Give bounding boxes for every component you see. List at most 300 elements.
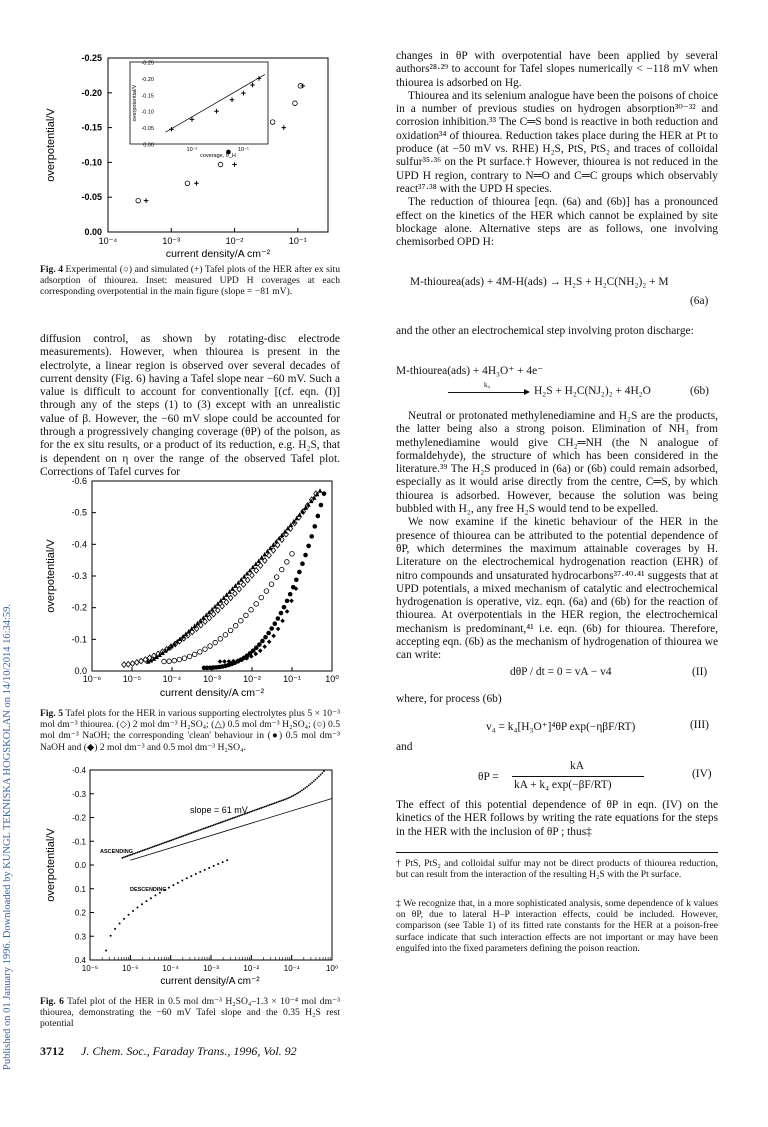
right-paragraph-4-block <box>396 325 718 338</box>
ascending-point <box>145 848 147 850</box>
series-2-point <box>172 658 177 663</box>
ascending-point <box>209 825 211 827</box>
series-0-point <box>228 595 233 601</box>
ascending-point <box>121 857 123 859</box>
equation-6b-arrow <box>448 392 526 393</box>
ascending-point <box>293 795 295 797</box>
right-paragraph-2: Thiourea and its selenium analogue have been the poisons of choice in a number of previous studies on hydrogen absorption³⁰⁻³² and corrosion inhibition.³³ The C═S bond is reactive in both reduction and oxidation³⁴ of thiourea. Reduction takes place during the HER at Pt to produce (at −50 mV vs. RHE) H₂S, PtS, PtS₂ and traces of colloidal sulfur³⁵·³⁶ on the Pt surface.† However, thiourea is not reduced in the UPD H region, contrary to N═O and C═C groups which observably react³⁷·³⁸ with the UPD H species. <box>396 89 718 195</box>
series-3-point <box>276 616 281 621</box>
y-tick-label: -0.2 <box>71 602 87 613</box>
figure-5 <box>40 475 340 707</box>
equation-IV-fraction-bar <box>512 776 644 777</box>
simulated-point <box>232 162 237 167</box>
ascending-point <box>181 836 183 838</box>
experimental-point <box>293 101 298 106</box>
series-4-point <box>222 659 227 664</box>
ascending-point <box>213 824 215 826</box>
ascending-point <box>148 847 150 849</box>
y-tick-label: -0.20 <box>81 87 102 98</box>
ascending-point <box>196 830 198 832</box>
ascending-point <box>123 856 125 858</box>
series-3-point <box>279 611 284 616</box>
series-3-point <box>266 631 271 636</box>
ascending-point <box>226 819 228 821</box>
fig5-caption-label: Fig. 5 <box>40 708 63 719</box>
right-paragraph-7: The effect of this potential dependence of θP in eqn. (IV) on the kinetics of the HER follows by writing the rate equations for the steps in the HER with the inclusion of θP ; thus‡ <box>396 799 718 838</box>
ascending-point <box>135 852 137 854</box>
y-axis-label: overpotential/V <box>45 828 57 902</box>
series-3-point <box>257 642 262 647</box>
ascending-point <box>233 817 235 819</box>
y-tick-label: -0.5 <box>71 507 87 518</box>
inset-y-tick-label: -0.05 <box>141 126 154 133</box>
descending-point <box>123 918 125 920</box>
equation-6b-rate-constant: k₄ <box>484 381 490 389</box>
series-2-point <box>228 628 233 633</box>
ascending-point <box>303 788 305 790</box>
inset-y-tick-label: 0.00 <box>143 142 154 149</box>
ascending-point <box>284 799 286 801</box>
series-3-point <box>312 524 317 529</box>
x-tick-label: 10⁻¹ <box>283 964 300 973</box>
ascending-point <box>152 846 154 848</box>
ascending-point <box>208 826 210 828</box>
ascending-point <box>298 792 300 794</box>
ascending-point <box>157 844 159 846</box>
ascending-point <box>311 782 313 784</box>
equation-IV-numerator: kA <box>570 760 584 772</box>
ascending-point <box>306 786 308 788</box>
descending-point <box>208 867 210 869</box>
series-2-point <box>259 595 264 600</box>
ascending-point <box>225 820 227 822</box>
y-tick-label: 0.3 <box>74 932 86 942</box>
x-tick-label: 10⁻¹ <box>283 674 301 684</box>
equation-IV-lhs: θP = <box>478 771 499 783</box>
ascending-point <box>125 856 127 858</box>
ascending-point <box>296 793 298 795</box>
equation-6b-line2: H₂S + H₂C(NJ₂)₂ + 4H₂O <box>534 385 651 397</box>
equation-IV-denominator: kA + k₄ exp(−βF/RT) <box>514 779 612 791</box>
series-2-point <box>274 575 279 580</box>
series-3-point <box>322 491 327 496</box>
series-3-point <box>269 626 274 631</box>
series-0-point <box>220 603 225 609</box>
ascending-point <box>232 817 234 819</box>
descending-point <box>186 877 188 879</box>
ascending-point <box>143 849 145 851</box>
x-tick-label: 10⁻⁶ <box>81 964 99 973</box>
series-2-point <box>192 652 197 657</box>
ascending-point <box>194 831 196 833</box>
and-text: and <box>396 741 413 753</box>
ascending-point <box>323 770 325 772</box>
ascending-point <box>198 830 200 832</box>
footnote-1: † PtS, PtS₂ and colloidal sulfur may not be direct products of thiourea reduction, but can result from the interaction of the resulting H₂S with the Pt surface. <box>396 858 718 881</box>
ascending-point <box>204 827 206 829</box>
x-tick-label: 10⁻⁵ <box>122 964 139 973</box>
x-tick-label: 10⁰ <box>325 674 339 684</box>
series-2-point <box>244 613 249 618</box>
series-4-point <box>285 609 290 614</box>
series-2-point <box>279 567 284 572</box>
equation-6b-line1: M-thiourea(ads) + 4H₃O⁺ + 4e⁻ <box>396 365 544 377</box>
descending-point <box>217 863 219 865</box>
series-0-point <box>250 572 255 578</box>
series-3-point <box>282 605 287 610</box>
ascending-point <box>201 828 203 830</box>
x-axis-label: current density/A cm⁻² <box>160 976 260 987</box>
series-3-point <box>288 592 293 597</box>
series-4-point <box>267 639 272 644</box>
series-2-point <box>187 654 192 659</box>
series-2-point <box>162 659 167 664</box>
series-3-point <box>319 503 324 508</box>
fig5-caption <box>40 708 340 753</box>
y-tick-label: 0.0 <box>74 666 87 676</box>
y-tick-label: 0.00 <box>84 227 102 237</box>
fig4-caption <box>40 264 340 298</box>
y-tick-label: 0.1 <box>74 884 86 894</box>
ascending-point <box>272 803 274 805</box>
x-tick-label: 10⁻⁶ <box>82 674 102 684</box>
descending-point <box>213 865 215 867</box>
right-column-bottom <box>396 799 718 839</box>
descending-point <box>226 859 228 861</box>
series-0-point <box>130 661 135 667</box>
descending-point <box>137 907 139 909</box>
right-column-middle <box>396 410 718 663</box>
ascending-point <box>279 800 281 802</box>
y-tick-label: -0.4 <box>71 539 87 550</box>
experimental-point <box>218 162 223 167</box>
series-0-point <box>135 660 140 666</box>
series-4-point <box>271 634 276 639</box>
series-3-point <box>300 561 305 566</box>
series-2-point <box>239 618 244 623</box>
footer <box>40 1044 297 1059</box>
x-axis-label: current density/A cm⁻² <box>165 248 271 260</box>
series-2-point <box>285 560 290 565</box>
ascending-point <box>259 808 261 810</box>
footnote-2: ‡ We recognize that, in a more sophisticated analysis, some dependence of k values on θP, due to lateral H–P interaction effects, could be included. However, comparison (see Table 1) of its fitted rate constants for the HER at a poison-free surface indicate that such interaction effects are not important or may have been engulfed into the fixed parameters defining the poison reaction. <box>396 898 718 954</box>
series-4-point <box>280 619 285 624</box>
series-3-point <box>303 553 308 558</box>
ascending-point <box>291 796 293 798</box>
series-4-point <box>289 598 294 603</box>
series-3-point <box>306 544 311 549</box>
ascending-point <box>138 851 140 853</box>
series-3-point <box>272 621 277 626</box>
x-tick-label: 10⁻¹ <box>288 236 307 246</box>
ascending-point <box>184 834 186 836</box>
ascending-point <box>220 822 222 824</box>
ascending-point <box>203 828 205 830</box>
y-tick-label: -0.6 <box>71 476 87 486</box>
ascending-point <box>294 794 296 796</box>
x-tick-label: 10⁰ <box>325 964 339 973</box>
series-3-point <box>297 570 302 575</box>
descending-point <box>199 871 201 873</box>
descending-point <box>168 887 170 889</box>
fig6-caption-text: Tafel plot of the HER in 0.5 mol dm⁻³ H₂SO₄–1.3 × 10⁻⁴ mol dm⁻³ thiourea, demonstrating the −60 mV Tafel slope and the 0.35 H₂S rest potential <box>40 996 341 1030</box>
left-paragraph: diffusion control, as shown by rotating-disc electrode measurements). However, when thiourea is present in the electrolyte, a linear region is observed over several decades of current density (Fig. 6) having a Tafel slope near −60 mV. Such a value is difficult to account for conventionally [(cf. eqn. (I)] through any of the steps (1) to (3) except with an unrealistic value of β. However, the −60 mV slope could be accounted for through a progressively changing coverage (θP) of the poison, as for the ex situ results, or a product of its reduction, e.g. H₂S, that is dependent on η over the range of the observed Tafel plot. Corrections of Tafel curves for <box>40 333 340 478</box>
experimental-point <box>136 198 141 203</box>
ascending-point <box>250 811 252 813</box>
x-tick-label: 10⁻⁴ <box>98 236 118 246</box>
y-tick-label: -0.2 <box>72 813 86 823</box>
series-0-point <box>126 661 131 667</box>
ascending-point <box>274 802 276 804</box>
x-tick-label: 10⁻³ <box>203 964 219 973</box>
descending-point <box>119 923 121 925</box>
x-tick-label: 10⁻² <box>225 236 244 246</box>
y-tick-label: -0.1 <box>71 634 87 645</box>
descending-point <box>132 910 134 912</box>
ascending-point <box>254 809 256 811</box>
ascending-point <box>218 822 220 824</box>
x-tick-label: 10⁻² <box>243 674 261 684</box>
inset-y-tick-label: -0.25 <box>141 60 154 67</box>
right-paragraph-4: and the other an electrochemical step involving proton discharge: <box>396 325 694 337</box>
series-2-point <box>290 552 295 557</box>
download-watermark <box>2 30 16 1090</box>
descending-annotation: DESCENDING <box>130 887 167 894</box>
ascending-point <box>172 839 174 841</box>
series-2-point <box>203 647 208 652</box>
inset-y-axis-label: overpotential/V <box>132 84 138 122</box>
ascending-point <box>248 811 250 813</box>
ascending-point <box>299 791 301 793</box>
y-axis-label: overpotential/V <box>45 108 57 182</box>
simulated-point <box>281 125 286 130</box>
inset-x-tick-label: 10⁻² <box>186 147 198 153</box>
ascending-point <box>255 809 257 811</box>
series-2-point <box>254 602 259 607</box>
fig6-plot <box>40 764 340 996</box>
simulated-point <box>194 181 199 186</box>
experimental-point <box>270 120 275 125</box>
equation-II-number: (II) <box>692 666 708 678</box>
ascending-point <box>189 833 191 835</box>
fig6-caption-label: Fig. 6 <box>40 996 64 1007</box>
ascending-point <box>235 816 237 818</box>
footnote-rule <box>396 852 718 853</box>
left-column-text <box>40 333 340 479</box>
ascending-point <box>179 836 181 838</box>
ascending-point <box>238 815 240 817</box>
descending-point <box>190 875 192 877</box>
descending-point <box>110 935 112 937</box>
ascending-point <box>159 844 161 846</box>
equation-6a-number: (6a) <box>690 295 709 307</box>
ascending-point <box>308 785 310 787</box>
x-tick-label: 10⁻⁵ <box>122 674 142 684</box>
ascending-point <box>169 840 171 842</box>
descending-point <box>172 884 174 886</box>
ascending-point <box>215 823 217 825</box>
ascending-point <box>265 805 267 807</box>
right-paragraph-3: The reduction of thiourea [eqn. (6a) and (6b)] has a pronounced effect on the kinetics of the HER which cannot be explained by site blockage alone. Alternative steps are as follows, one involving chemisorbed OPD H: <box>396 196 718 249</box>
series-2-point <box>213 640 218 645</box>
fig5-caption-text: Tafel plots for the HER in various supporting electrolytes plus 5 × 10⁻³ mol dm⁻³ thiourea. (◇) 2 mol dm⁻³ H₂SO₄; (△) 0.5 mol dm⁻³ H₂SO₄; (○) 0.5 mol dm⁻³ NaOH; the corresponding 'clean' behaviour in (●) 0.5 mol dm⁻³ NaOH and (◆) 2 mol dm⁻³ and 0.5 mol dm⁻³ H₂SO₄. <box>40 708 341 753</box>
ascending-point <box>287 797 289 799</box>
series-2-point <box>223 633 228 638</box>
fig6-caption <box>40 996 340 1030</box>
series-0-point <box>211 611 216 617</box>
ascending-point <box>313 780 315 782</box>
ascending-point <box>276 802 278 804</box>
series-3-point <box>285 599 290 604</box>
descending-point <box>128 914 130 916</box>
ascending-point <box>262 806 264 808</box>
ascending-point <box>126 855 128 857</box>
series-0-point <box>258 563 263 569</box>
ascending-point <box>171 839 173 841</box>
equation-III-number: (III) <box>690 719 709 731</box>
series-2-point <box>182 656 187 661</box>
ascending-point <box>154 845 156 847</box>
equation-II: dθP / dt = 0 = vA − v4 <box>510 666 612 678</box>
right-column-top <box>396 50 718 249</box>
descending-point <box>150 897 152 899</box>
ascending-point <box>257 808 259 810</box>
where-text: where, for process (6b) <box>396 693 502 705</box>
ascending-point <box>277 801 279 803</box>
right-paragraph-6: We now examine if the kinetic behaviour of the HER in the presence of thiourea can be attributed to the potential dependence of θP, which determines the maximum attainable coverages by H. Literature on the electrochemical hydrogenation reaction (EHR) of nitro compounds and unsaturated hydrocarbons³⁷·⁴⁰·⁴¹ suggests that at UPD potentials, a mixed mechanism of catalytic and electrochemical hydrogenation is operative, viz. eqn. (6a) and (6b) for the reaction of thiourea. At overpotentials in the HER region, the electrochemical mechanism is predominant,⁴¹ i.e. eqn. (6b) for thiourea. Therefore, accepting eqn. (6b) as the mechanism of hydrogenation of thiourea we can write: <box>396 516 718 662</box>
ascending-point <box>320 774 322 776</box>
ascending-point <box>270 803 272 805</box>
fig5-plot <box>40 475 340 707</box>
ascending-point <box>142 850 144 852</box>
ascending-point <box>318 775 320 777</box>
ascending-point <box>230 818 232 820</box>
ascending-point <box>147 848 149 850</box>
ascending-point <box>155 845 157 847</box>
series-2-point <box>167 659 172 664</box>
ascending-point <box>282 799 284 801</box>
ascending-point <box>264 806 266 808</box>
series-3-point <box>309 534 314 539</box>
ascending-point <box>304 787 306 789</box>
y-tick-label: -0.25 <box>81 53 102 63</box>
y-tick-label: -0.1 <box>72 837 86 847</box>
ascending-point <box>150 847 152 849</box>
x-tick-label: 10⁻⁴ <box>162 674 182 684</box>
ascending-point <box>187 833 189 835</box>
y-tick-label: 0.0 <box>74 861 86 870</box>
inset-y-tick-label: -0.15 <box>141 93 154 100</box>
fig4-caption-label: Fig. 4 <box>40 264 64 275</box>
ascending-point <box>223 820 225 822</box>
ascending-point <box>267 805 269 807</box>
y-tick-label: -0.3 <box>72 789 86 799</box>
y-tick-label: -0.15 <box>81 122 102 133</box>
fig4-caption-text: Experimental (○) and simulated (+) Tafel plots of the HER after ex situ adsorption of thiourea. Inset: measured UPD H coverages at each corresponding overpotential in the main figure (slope = −81 mV). <box>40 264 340 298</box>
series-2-point <box>249 607 254 612</box>
descending-point <box>141 903 143 905</box>
ascending-point <box>137 851 139 853</box>
x-axis-label: current density/A cm⁻² <box>159 687 265 699</box>
descending-point <box>145 900 147 902</box>
ascending-point <box>174 838 176 840</box>
ascending-point <box>193 831 195 833</box>
descending-point <box>177 882 179 884</box>
ascending-point <box>167 841 169 843</box>
x-tick-label: 10⁻⁴ <box>162 964 179 973</box>
ascending-point <box>133 853 135 855</box>
ascending-point <box>182 835 184 837</box>
inset-x-axis-label: coverage, θ_H <box>200 153 236 159</box>
series-2-point <box>264 589 269 594</box>
series-0-point <box>267 553 272 559</box>
ascending-point <box>309 783 311 785</box>
descending-point <box>204 869 206 871</box>
y-tick-label: -0.05 <box>81 192 102 203</box>
ascending-point <box>281 800 283 802</box>
ascending-point <box>301 790 303 792</box>
ascending-point <box>177 837 179 839</box>
ascending-point <box>211 825 213 827</box>
fig4-plot <box>40 48 340 263</box>
x-tick-label: 10⁻² <box>243 964 260 973</box>
equation-6b-arrowhead <box>524 389 530 395</box>
series-2-point <box>177 657 182 662</box>
series-0-point <box>139 658 144 664</box>
ascending-point <box>176 837 178 839</box>
descending-point <box>181 880 183 882</box>
ascending-point <box>321 772 323 774</box>
series-3-point <box>263 635 268 640</box>
experimental-point <box>185 181 190 186</box>
descending-point <box>222 861 224 863</box>
ascending-point <box>316 777 318 779</box>
ascending-point <box>140 850 142 852</box>
ascending-point <box>165 841 167 843</box>
right-paragraph-1: changes in θP with overpotential have been applied by several authors²⁸·²⁹ to account for Tafel slopes numerically < −118 mV when thiourea is adsorbed on Hg. <box>396 50 718 89</box>
ascending-point <box>315 779 317 781</box>
series-0-point <box>237 586 242 592</box>
y-tick-label: 0.2 <box>74 908 86 918</box>
ascending-point <box>221 821 223 823</box>
series-3-point <box>316 514 321 519</box>
ascending-point <box>160 843 162 845</box>
slope-annotation: slope = 61 mV <box>190 804 248 815</box>
ascending-point <box>260 807 262 809</box>
figure-6 <box>40 764 340 996</box>
series-0-point <box>241 582 246 588</box>
y-tick-label: -0.3 <box>71 571 87 581</box>
series-3-point <box>260 639 265 644</box>
series-4-point <box>262 644 267 649</box>
ascending-point <box>206 827 208 829</box>
descending-point <box>114 928 116 930</box>
ascending-point <box>162 842 164 844</box>
journal-citation: J. Chem. Soc., Faraday Trans., 1996, Vol. 92 <box>81 1044 297 1058</box>
series-3-point <box>294 577 299 582</box>
series-4-point <box>276 627 281 632</box>
ascending-point <box>228 819 230 821</box>
equation-6b-number: (6b) <box>690 385 709 397</box>
simulated-point <box>144 198 149 203</box>
x-tick-label: 10⁻³ <box>203 674 221 684</box>
ascending-point <box>286 798 288 800</box>
series-1-point <box>318 488 323 493</box>
ascending-point <box>269 804 271 806</box>
series-0-point <box>122 662 127 668</box>
ascending-point <box>216 823 218 825</box>
figure-4 <box>40 48 340 263</box>
